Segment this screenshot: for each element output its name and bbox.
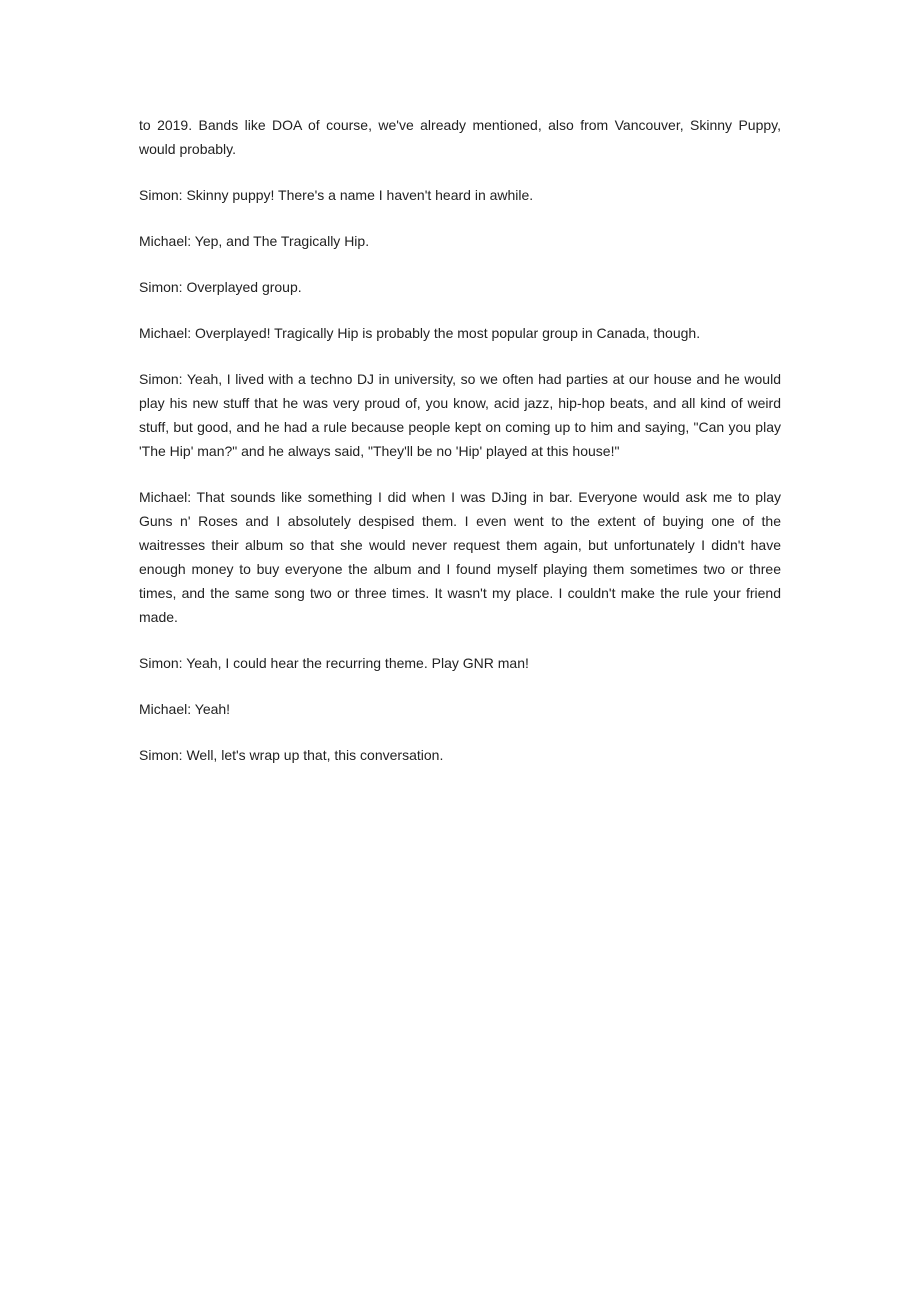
paragraph-michael-1: Michael: Yep, and The Tragically Hip. bbox=[139, 233, 370, 249]
paragraph-michael-2: Michael: Overplayed! Tragically Hip is probably the most popular group in Canada, though. bbox=[139, 325, 701, 341]
paragraph-simon-5: Simon: Well, let's wrap up that, this conversation. bbox=[139, 747, 444, 763]
paragraph-continuation: to 2019. Bands like DOA of course, we've already mentioned, also from Vancouver, Skinny Puppy, would probably. bbox=[139, 117, 781, 157]
paragraph-michael-3: Michael: That sounds like something I did when I was DJing in bar. Everyone would ask me to play Guns n' Roses and I absolutely despised them. I even went to the extent of buying one of the waitresses their album so that she would never request them again, but unfortunately I didn't have enough money to buy everyone the album and I found myself playing them sometimes two or three times, and the same song two or three times. It wasn't my place. I couldn't make the rule your friend made. bbox=[139, 489, 781, 625]
paragraph-simon-1: Simon: Skinny puppy! There's a name I haven't heard in awhile. bbox=[139, 187, 534, 203]
paragraph-michael-4: Michael: Yeah! bbox=[139, 701, 231, 717]
paragraph-simon-3: Simon: Yeah, I lived with a techno DJ in university, so we often had parties at our house and he would play his new stuff that he was very proud of, you know, acid jazz, hip-hop beats, and all kind of weird stuff, but good, and he had a rule because people kept on coming up to him and saying, "Can you play 'The Hip' man?" and he always said, "They'll be no 'Hip' played at this house!" bbox=[139, 371, 781, 459]
paragraph-simon-4: Simon: Yeah, I could hear the recurring theme. Play GNR man! bbox=[139, 655, 529, 671]
paragraph-simon-2: Simon: Overplayed group. bbox=[139, 279, 302, 295]
transcript-body bbox=[139, 113, 781, 789]
